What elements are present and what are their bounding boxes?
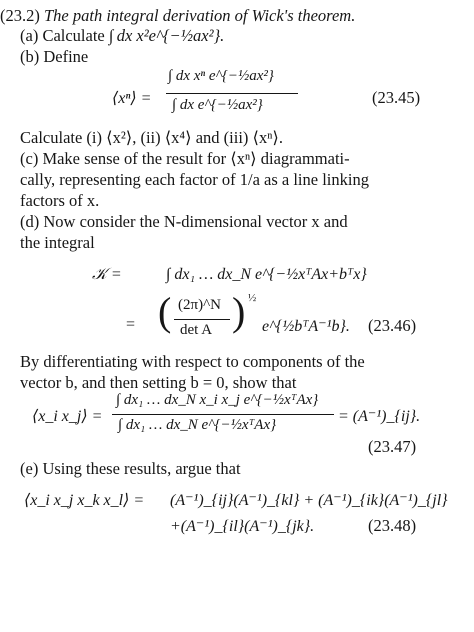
eq-2347-number: (23.47): [368, 437, 417, 456]
eq-2348-lhs: ⟨x_i x_j x_k x_l⟩ =: [24, 492, 145, 509]
eq-2348-line-1: (A⁻¹)_{ij}(A⁻¹)_{kl} + (A⁻¹)_{ik}(A⁻¹)_{jl}: [170, 492, 448, 509]
part-c-line-3: factors of x.: [20, 191, 100, 210]
problem-number: (23.2): [0, 6, 40, 25]
eq-2345-fraction-bar: [166, 93, 298, 94]
part-c-line-2: cally, representing each factor of 1/a as a line linking: [20, 170, 369, 189]
eq-2347-lhs: ⟨x_i x_j⟩ =: [32, 408, 103, 425]
eq-2346-integral: ∫ dx₁ … dx_N e^{−½xᵀAx+bᵀx}: [166, 266, 367, 283]
eq-2345-denominator: ∫ dx e^{−½ax²}: [172, 97, 263, 113]
eq-2347-numerator: ∫ dx₁ … dx_N x_i x_j e^{−½xᵀAx}: [116, 392, 319, 408]
eq-2346-frac-numerator: (2π)^N: [178, 297, 221, 313]
eq-2346-lhs: 𝒦 =: [92, 266, 122, 283]
part-e-line: (e) Using these results, argue that: [20, 459, 241, 478]
eq-2346-fraction-bar: [174, 319, 230, 320]
part-a-integral: ∫ dx x²e^{−½ax²}.: [108, 26, 225, 45]
eq-2348-number: (23.48): [368, 516, 417, 535]
eq-2346-right-paren: ): [232, 289, 246, 334]
part-a-label: (a) Calculate: [20, 26, 105, 45]
part-d-line-2: the integral: [20, 233, 95, 252]
part-b-label: (b) Define: [20, 47, 89, 66]
eq-2346-exp-tail: e^{½bᵀA⁻¹b}.: [262, 318, 350, 335]
eq-2346-left-paren: (: [158, 289, 172, 334]
eq-2345-numerator: ∫ dx xⁿ e^{−½ax²}: [168, 68, 274, 84]
part-d-line-1: (d) Now consider the N-dimensional vector x and: [20, 212, 348, 231]
eq-2345-number: (23.45): [372, 88, 421, 107]
eq-2346-half-exponent: ½: [248, 292, 257, 304]
eq-2348-line-2: +(A⁻¹)_{il}(A⁻¹)_{jk}.: [170, 518, 315, 535]
eq-2346-frac-denominator: det A: [180, 322, 213, 338]
differentiate-line-2: vector b, and then setting b = 0, show that: [20, 373, 297, 392]
calculate-line: Calculate (i) ⟨x²⟩, (ii) ⟨x⁴⟩ and (iii) ⟨xⁿ⟩.: [20, 128, 283, 147]
eq-2346-number: (23.46): [368, 316, 417, 335]
problem-heading: [0, 6, 355, 26]
part-a: [20, 26, 224, 46]
problem-title: The path integral derivation of Wick's theorem.: [44, 6, 356, 25]
eq-2347-rhs: = (A⁻¹)_{ij}.: [338, 408, 421, 425]
part-c-line-1: (c) Make sense of the result for ⟨xⁿ⟩ diagrammati-: [20, 149, 350, 168]
eq-2345-lhs: ⟨xⁿ⟩ =: [112, 90, 152, 107]
differentiate-line-1: By differentiating with respect to components of the: [20, 352, 365, 371]
eq-2347-denominator: ∫ dx₁ … dx_N e^{−½xᵀAx}: [118, 417, 277, 433]
eq-2346-equals: =: [126, 316, 136, 333]
eq-2347-fraction-bar: [112, 414, 334, 415]
